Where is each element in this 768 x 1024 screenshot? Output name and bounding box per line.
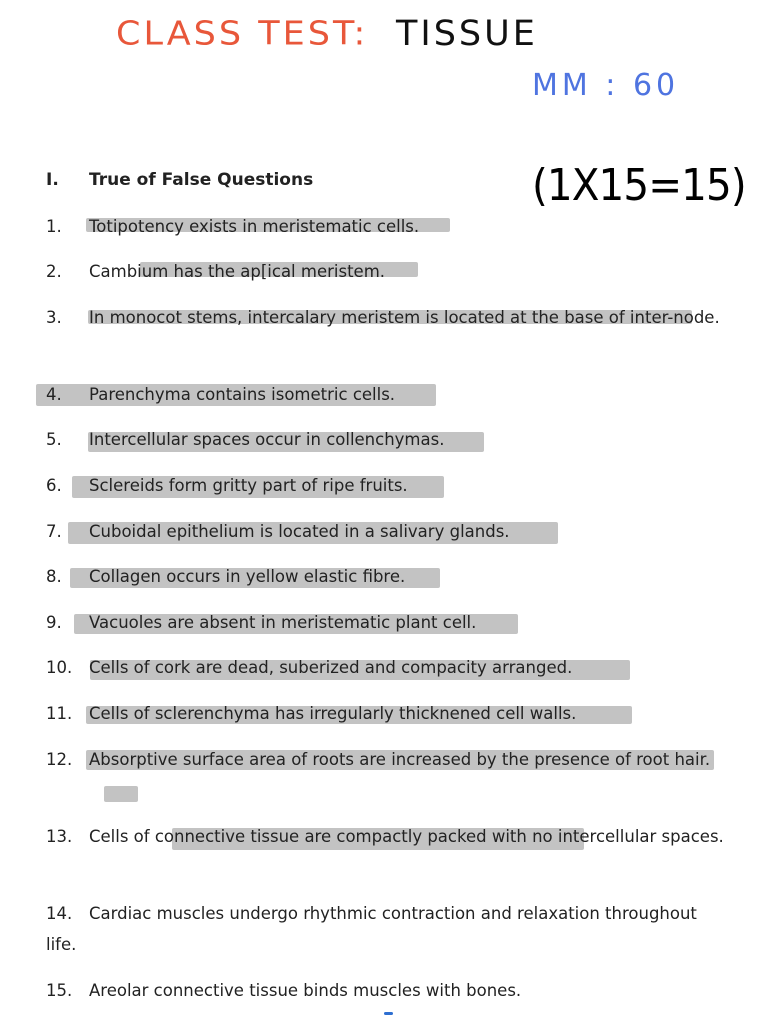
question-item: 2. Cambium has the ap[ical meristem. xyxy=(46,262,386,281)
question-item: 14. Cardiac muscles undergo rhythmic contraction and relaxation throughout life. xyxy=(46,904,697,954)
question-item: 11. Cells of sclerenchyma has irregularly thicknened cell walls. xyxy=(46,704,577,723)
question-item: 15. Areolar connective tissue binds muscles with bones. xyxy=(46,981,522,1000)
section-title-text: True of False Questions xyxy=(89,170,314,190)
ink-dot xyxy=(384,1012,393,1015)
question-item: 6. Sclereids form gritty part of ripe fruits. xyxy=(46,476,408,495)
question-item: 13. Cells of connective tissue are compactly packed with no intercellular spaces. xyxy=(46,827,724,846)
question-item: 5. Intercellular spaces occur in collenchymas. xyxy=(46,430,445,449)
question-item: 8. Collagen occurs in yellow elastic fibre. xyxy=(46,567,406,586)
section-title xyxy=(46,170,313,190)
topic-heading: TISSUE xyxy=(396,14,538,54)
section-number: I. xyxy=(46,170,59,190)
question-item: 12. Absorptive surface area of roots are increased by the presence of root hair. xyxy=(46,750,711,769)
class-test-heading: CLASS TEST: xyxy=(116,15,369,53)
question-item: 9. Vacuoles are absent in meristematic plant cell. xyxy=(46,613,477,632)
question-item: 1. Totipotency exists in meristematic cells. xyxy=(46,217,420,236)
marks-scheme-note: (1X15=15) xyxy=(532,160,746,211)
question-item: 7. Cuboidal epithelium is located in a salivary glands. xyxy=(46,522,510,541)
max-marks-note: MM : 60 xyxy=(532,68,680,103)
question-item: 10. Cells of cork are dead, suberized and compacity arranged. xyxy=(46,658,573,677)
question-item: 4. Parenchyma contains isometric cells. xyxy=(46,385,396,404)
question-item: 3. In monocot stems, intercalary meristem is located at the base of inter-node. xyxy=(46,308,720,327)
